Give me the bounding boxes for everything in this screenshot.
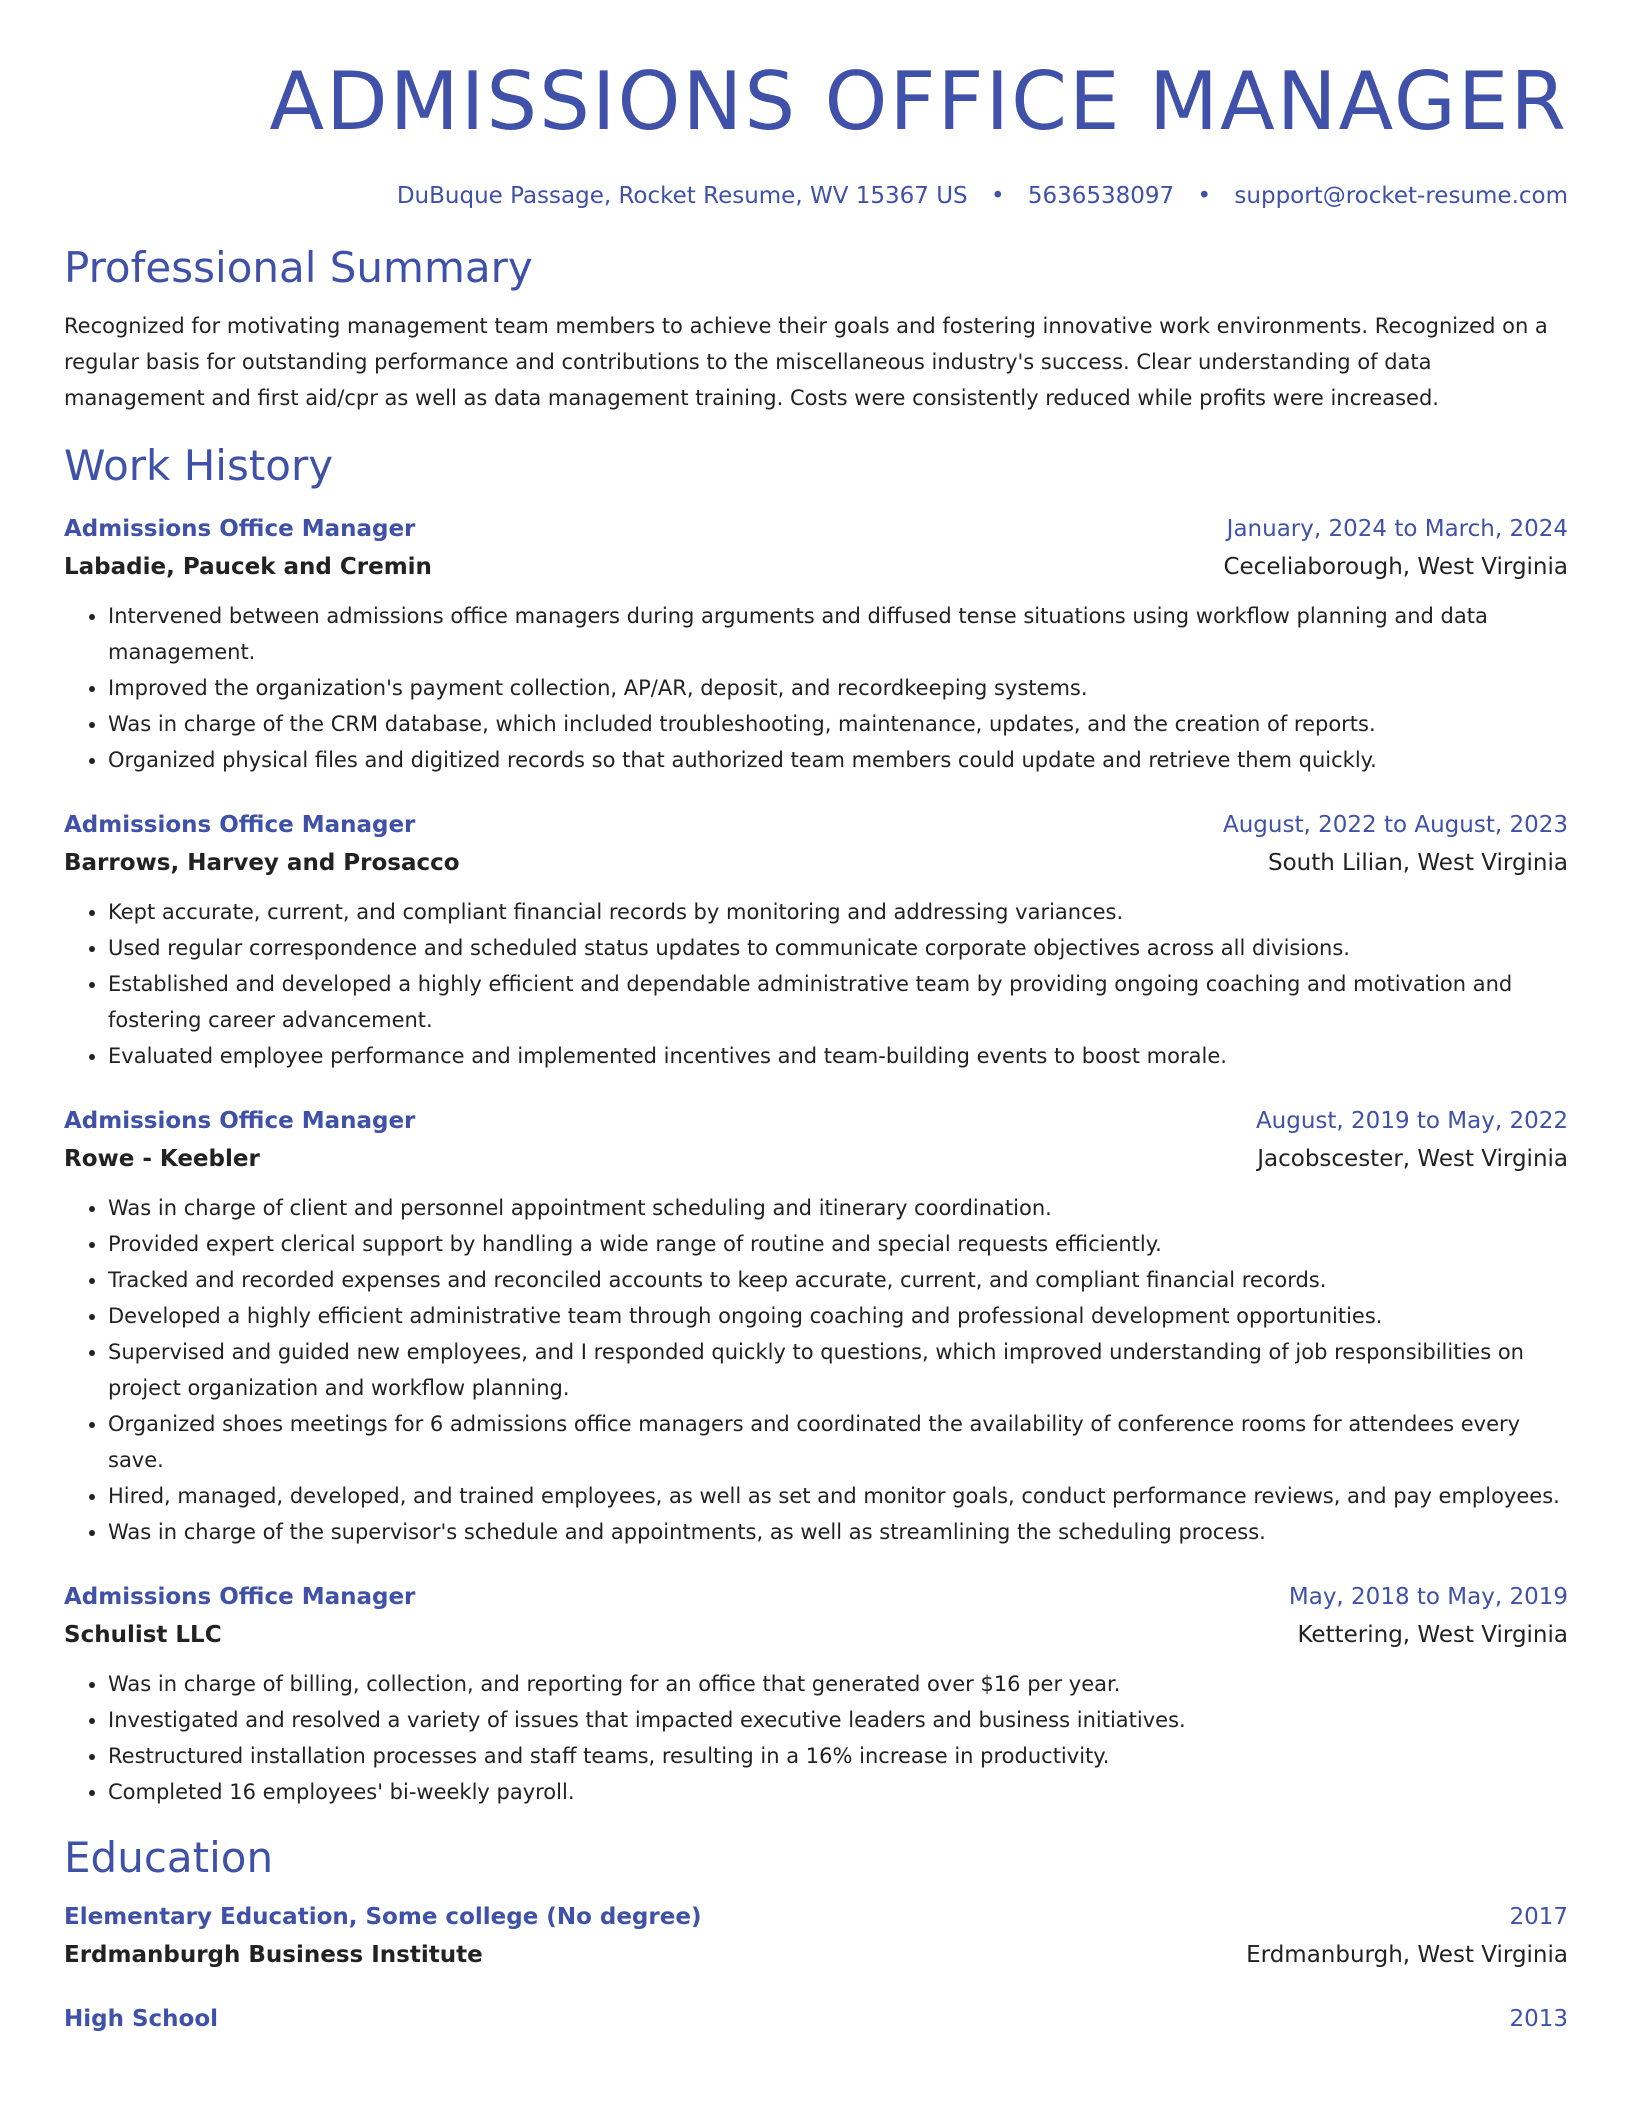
job-entry [64,806,1568,1074]
job-bullet: • Restructured installation processes and staff teams, resulting in a 16% increase in productivity. [108,1738,1568,1774]
job-title: Admissions Office Manager [64,516,416,542]
job-location: Kettering, West Virginia [1297,1622,1568,1648]
job-company: Barrows, Harvey and Prosacco [64,850,460,876]
job-bullet: • Organized shoes meetings for 6 admissions office managers and coordinated the availability of conference rooms for attendees every save. [108,1406,1568,1478]
education-location: Erdmanburgh, West Virginia [1246,1942,1568,1968]
section-title-education: Education [64,1833,274,1882]
job-bullet: • Investigated and resolved a variety of issues that impacted executive leaders and business initiatives. [108,1702,1568,1738]
job-bullets [64,598,1568,778]
job-bullet: • Used regular correspondence and scheduled status updates to communicate corporate objectives across all divisions. [108,930,1568,966]
job-bullets [64,894,1568,1074]
job-dates: January, 2024 to March, 2024 [1226,516,1568,542]
job-bullet: • Improved the organization's payment collection, AP/AR, deposit, and recordkeeping systems. [108,670,1568,706]
job-dates: May, 2018 to May, 2019 [1288,1584,1568,1610]
job-title: Admissions Office Manager [64,1584,416,1610]
education-school: Erdmanburgh Business Institute [64,1942,483,1968]
job-bullet: • Completed 16 employees' bi-weekly payroll. [108,1774,1568,1810]
job-title: Admissions Office Manager [64,812,416,838]
job-bullet: • Was in charge of billing, collection, and reporting for an office that generated over $16 per year. [108,1666,1568,1702]
candidate-name: ADMISSIONS OFFICE MANAGER [269,55,1568,148]
job-bullet: • Supervised and guided new employees, and I responded quickly to questions, which improved understanding of job responsibilities on project organization and workflow planning. [108,1334,1568,1406]
job-bullet: • Was in charge of the CRM database, which included troubleshooting, maintenance, updates, and the creation of reports. [108,706,1568,742]
job-dates: August, 2022 to August, 2023 [1223,812,1568,838]
job-bullets [64,1190,1568,1550]
education-entry [64,1898,1568,1974]
job-bullet: • Developed a highly efficient administrative team through ongoing coaching and professional development opportunities. [108,1298,1568,1334]
work-history-section [64,440,1568,1810]
job-company: Schulist LLC [64,1622,222,1648]
summary-section [64,242,1568,416]
job-bullet: • Intervened between admissions office managers during arguments and diffused tense situations using workflow planning and data management. [108,598,1568,670]
contact-email: support@rocket-resume.com [1234,183,1568,209]
contact-address: DuBuque Passage, Rocket Resume, WV 15367 US [396,183,968,209]
job-bullet: • Established and developed a highly efficient and dependable administrative team by providing ongoing coaching and motivation and fostering career advancement. [108,966,1568,1038]
job-bullet: • Provided expert clerical support by handling a wide range of routine and special requests efficiently. [108,1226,1568,1262]
job-title: Admissions Office Manager [64,1108,416,1134]
job-entry [64,1102,1568,1550]
contact-separator: • [990,183,1005,209]
job-bullets [64,1666,1568,1810]
job-bullet: • Evaluated employee performance and implemented incentives and team-building events to boost morale. [108,1038,1568,1074]
contact-separator: • [1197,183,1212,209]
contact-line [64,180,1568,212]
contact-phone: 5636538097 [1027,183,1175,209]
job-company: Rowe - Keebler [64,1146,260,1172]
section-title-summary: Professional Summary [64,243,533,292]
section-title-work-history: Work History [64,441,334,490]
job-bullet: • Was in charge of client and personnel appointment scheduling and itinerary coordination. [108,1190,1568,1226]
education-degree: High School [64,2006,219,2032]
job-location: Jacobscester, West Virginia [1257,1146,1568,1172]
job-bullet: • Kept accurate, current, and compliant financial records by monitoring and addressing variances. [108,894,1568,930]
job-bullet: • Hired, managed, developed, and trained employees, as well as set and monitor goals, conduct performance reviews, and pay employees. [108,1478,1568,1514]
job-entry [64,1578,1568,1810]
job-location: Ceceliaborough, West Virginia [1223,554,1568,580]
job-dates: August, 2019 to May, 2022 [1255,1108,1568,1134]
education-year: 2017 [1509,1904,1568,1930]
education-entry [64,2000,1568,2038]
job-company: Labadie, Paucek and Cremin [64,554,432,580]
education-section [64,1832,1568,2038]
education-degree: Elementary Education, Some college (No degree) [64,1904,702,1930]
job-bullet: • Organized physical files and digitized records so that authorized team members could update and retrieve them quickly. [108,742,1568,778]
job-location: South Lilian, West Virginia [1267,850,1568,876]
job-entry [64,510,1568,778]
job-bullet: • Was in charge of the supervisor's schedule and appointments, as well as streamlining the scheduling process. [108,1514,1568,1550]
education-year: 2013 [1509,2006,1568,2032]
summary-text: Recognized for motivating management team members to achieve their goals and fostering innovative work environments. Recognized on a regular basis for outstanding performance and contributions to the miscellaneous industry's success. Clear understanding of data management and first aid/cpr as well as data management training. Costs were consistently reduced while profits were increased. [64,314,1548,410]
job-bullet: • Tracked and recorded expenses and reconciled accounts to keep accurate, current, and compliant financial records. [108,1262,1568,1298]
